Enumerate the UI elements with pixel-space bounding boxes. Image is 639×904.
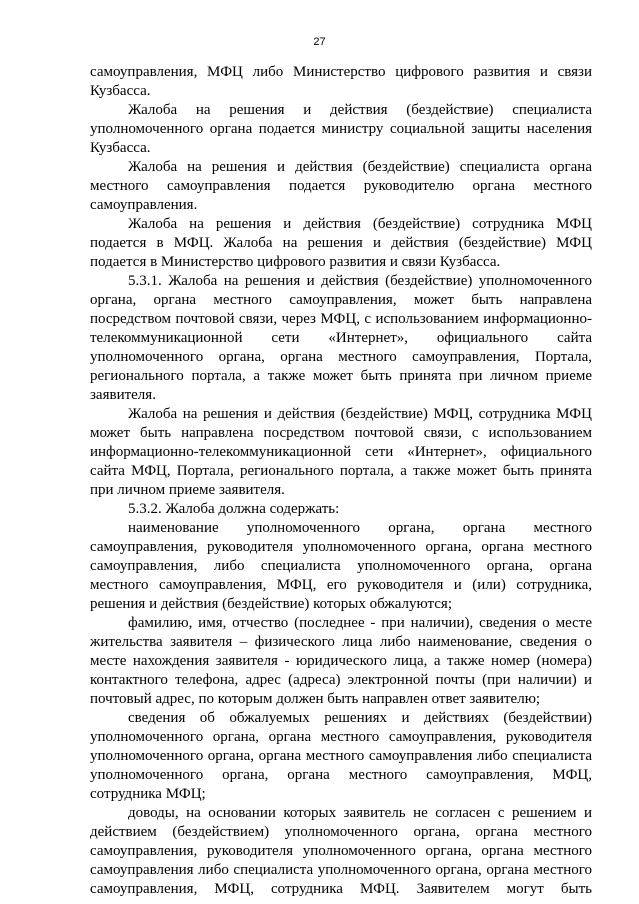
text-line: подается в Министерство цифрового развития и связи Кузбасса.	[90, 254, 501, 270]
text-line: телекоммуникационной сети «Интернет», официального сайта	[90, 330, 592, 346]
text-line: может быть направлена посредством почтовой связи, с использованием	[90, 425, 592, 441]
text-line: при личном приеме заявителя.	[90, 482, 285, 498]
text-line: регионального портала, а также может быть принята при личном приеме	[90, 368, 592, 384]
text-line: самоуправления.	[90, 197, 198, 213]
text-line: местного самоуправления, МФЦ, его руководителя и (или) сотрудника,	[90, 577, 592, 593]
text-line: самоуправления, МФЦ, сотрудника МФЦ. Заявителем могут быть	[90, 881, 592, 897]
text-line: Кузбасса.	[90, 83, 151, 99]
text-line: уполномоченного органа, органа местного самоуправления, МФЦ,	[90, 767, 592, 783]
text-line: сотрудника МФЦ;	[90, 786, 206, 802]
text-line: органа, органа местного самоуправления, может быть направлена	[90, 292, 592, 308]
text-line: уполномоченного органа подается министру социальной защиты населения	[90, 121, 592, 137]
text-line: контактного телефона, адрес (адреса) электронной почты (при наличии) и	[90, 672, 592, 688]
document-body	[90, 63, 592, 899]
text-line: действием (бездействием) уполномоченного органа, органа местного	[90, 824, 592, 840]
text-line: 5.3.2. Жалоба должна содержать:	[128, 501, 340, 517]
text-line: уполномоченного органа, органа местного самоуправления либо специалиста	[90, 748, 592, 764]
text-line: Жалоба на решения и действия (бездействие) специалиста	[128, 102, 592, 118]
text-line: Жалоба на решения и действия (бездействие) МФЦ, сотрудника МФЦ	[128, 406, 592, 422]
text-line: самоуправления, либо специалиста уполномоченного органа, органа	[90, 558, 592, 574]
text-line: решения и действия (бездействие) которых обжалуются;	[90, 596, 452, 612]
text-line: жительства заявителя – физического лица либо наименование, сведения о	[90, 634, 592, 650]
text-line: уполномоченного органа, органа местного самоуправления, руководителя	[90, 729, 592, 745]
text-line: уполномоченного органа, органа местного самоуправления, Портала,	[90, 349, 592, 365]
text-line: Кузбасса.	[90, 140, 151, 156]
text-line: самоуправления, МФЦ либо Министерство цифрового развития и связи	[90, 64, 592, 80]
text-line: подается в МФЦ. Жалоба на решения и действия (бездействие) МФЦ	[90, 235, 592, 251]
text-line: местного самоуправления подается руководителю органа местного	[90, 178, 592, 194]
text-line: самоуправления либо специалиста уполномоченного органа, органа местного	[90, 862, 592, 878]
text-line: почтовый адрес, по которым должен быть направлен ответ заявителю;	[90, 691, 541, 707]
text-line: фамилию, имя, отчество (последнее - при наличии), сведения о месте	[128, 615, 592, 631]
text-line: 5.3.1. Жалоба на решения и действия (бездействие) уполномоченного	[128, 273, 592, 289]
text-line: месте нахождения заявителя - юридического лица, а также номер (номера)	[90, 653, 592, 669]
text-line: наименование уполномоченного органа, органа местного	[128, 520, 592, 536]
text-line: информационно-телекоммуникационной сети «Интернет», официального	[90, 444, 592, 460]
page-number: 27	[313, 36, 326, 48]
text-line: сайта МФЦ, Портала, регионального портала, а также может быть принята	[90, 463, 592, 479]
text-line: самоуправления, руководителя уполномоченного органа, органа местного	[90, 843, 592, 859]
text-line: сведения об обжалуемых решениях и действиях (бездействии)	[128, 710, 592, 726]
text-line: посредством почтовой связи, через МФЦ, с использованием информационно-	[90, 311, 592, 327]
text-line: Жалоба на решения и действия (бездействие) специалиста органа	[128, 159, 592, 175]
text-line: доводы, на основании которых заявитель не согласен с решением и	[128, 805, 592, 821]
text-line: самоуправления, руководителя уполномоченного органа, органа местного	[90, 539, 592, 555]
text-line: Жалоба на решения и действия (бездействие) сотрудника МФЦ	[128, 216, 592, 232]
text-line: заявителя.	[90, 387, 156, 403]
